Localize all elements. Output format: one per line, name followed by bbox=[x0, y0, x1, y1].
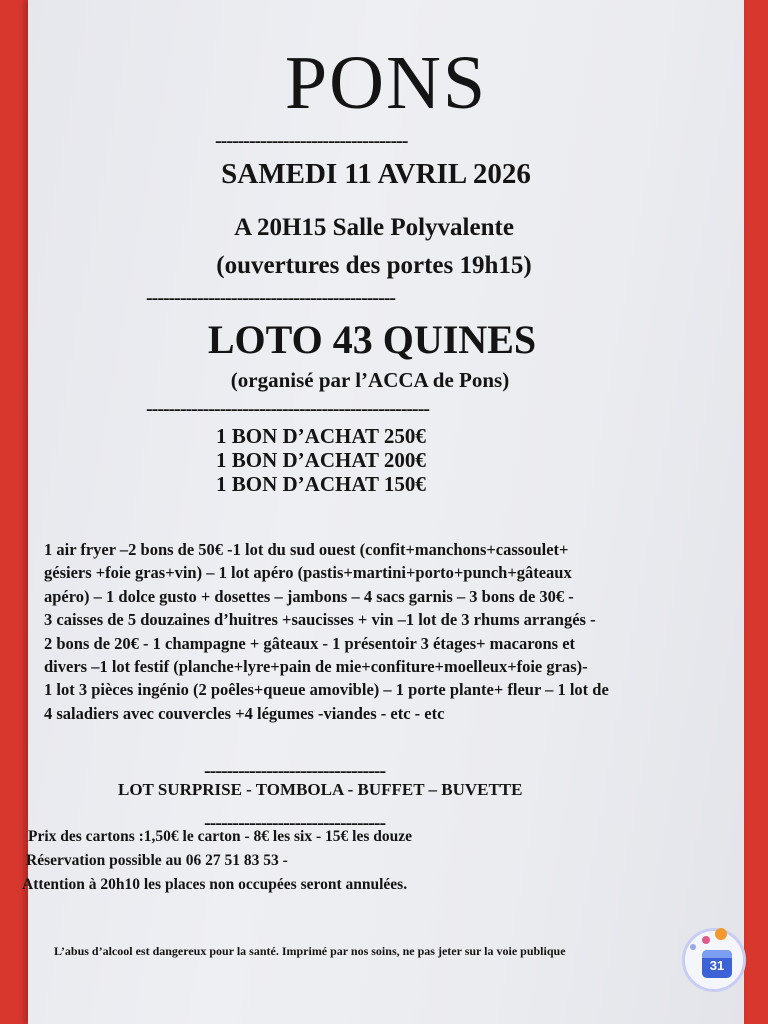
poster-sheet bbox=[22, 0, 744, 1024]
lots-line: 2 bons de 20€ - 1 champagne + gâteaux - 1 présentoir 3 étages+ macarons et bbox=[44, 633, 576, 653]
lots-line: 3 caisses de 5 douzaines d’huitres +saucisses + vin –1 lot de 3 rhums arrangés - bbox=[44, 610, 596, 630]
orange-dot-icon bbox=[715, 928, 727, 940]
separator: -------------------------------- bbox=[204, 760, 386, 782]
separator: -------------------------------------------------- bbox=[146, 398, 430, 420]
lots-line: apéro) – 1 dolce gusto + dosettes – jambons – 4 sacs garnis – 3 bons de 30€ - bbox=[44, 586, 574, 606]
blue-dot-icon bbox=[690, 944, 696, 950]
event-time-place: A 20H15 Salle Polyvalente bbox=[234, 214, 514, 241]
calendar-icon[interactable] bbox=[682, 928, 746, 992]
reservation-line: Réservation possible au 06 27 51 83 53 - bbox=[26, 852, 288, 869]
footer-notice: L’abus d’alcool est dangereux pour la santé. Imprimé par nos soins, ne pas jeter sur la voie publique bbox=[54, 944, 566, 958]
doors-opening: (ouvertures des portes 19h15) bbox=[216, 252, 532, 279]
lots-line: 4 saladiers avec couvercles +4 légumes -viandes - etc - etc bbox=[44, 703, 445, 723]
warning-line: Attention à 20h10 les places non occupées seront annulées. bbox=[22, 876, 408, 893]
lots-line: 1 lot 3 pièces ingénio (2 poêles+queue amovible) – 1 porte plante+ fleur – 1 lot de bbox=[44, 680, 609, 700]
extras-line: LOT SURPRISE - TOMBOLA - BUFFET – BUVETTE bbox=[118, 780, 523, 799]
organizer: (organisé par l’ACCA de Pons) bbox=[230, 368, 510, 392]
pink-dot-icon bbox=[702, 936, 710, 944]
calendar-body bbox=[702, 950, 732, 978]
separator: -------------------------------------------- bbox=[146, 287, 396, 309]
event-date: SAMEDI 11 AVRIL 2026 bbox=[221, 158, 531, 190]
prize-item: 1 BON D’ACHAT 150€ bbox=[216, 472, 426, 496]
price-line: Prix des cartons :1,50€ le carton - 8€ les six - 15€ les douze bbox=[28, 828, 412, 845]
separator: ---------------------------------- bbox=[215, 130, 408, 152]
separator: -------------------------------- bbox=[204, 812, 386, 834]
poster-title: PONS bbox=[284, 41, 488, 125]
prize-item: 1 BON D’ACHAT 250€ bbox=[216, 424, 426, 448]
prize-item: 1 BON D’ACHAT 200€ bbox=[216, 448, 426, 472]
event-name: LOTO 43 QUINES bbox=[207, 317, 537, 362]
calendar-day: 31 bbox=[709, 958, 725, 973]
lots-line: 1 air fryer –2 bons de 50€ -1 lot du sud ouest (confit+manchons+cassoulet+ bbox=[44, 540, 569, 559]
lots-line: gésiers +foie gras+vin) – 1 lot apéro (pastis+martini+porto+punch+gâteaux bbox=[44, 563, 572, 583]
lots-list bbox=[44, 538, 684, 725]
lots-line: divers –1 lot festif (planche+lyre+pain de mie+confiture+moelleux+foie gras)- bbox=[44, 657, 588, 677]
